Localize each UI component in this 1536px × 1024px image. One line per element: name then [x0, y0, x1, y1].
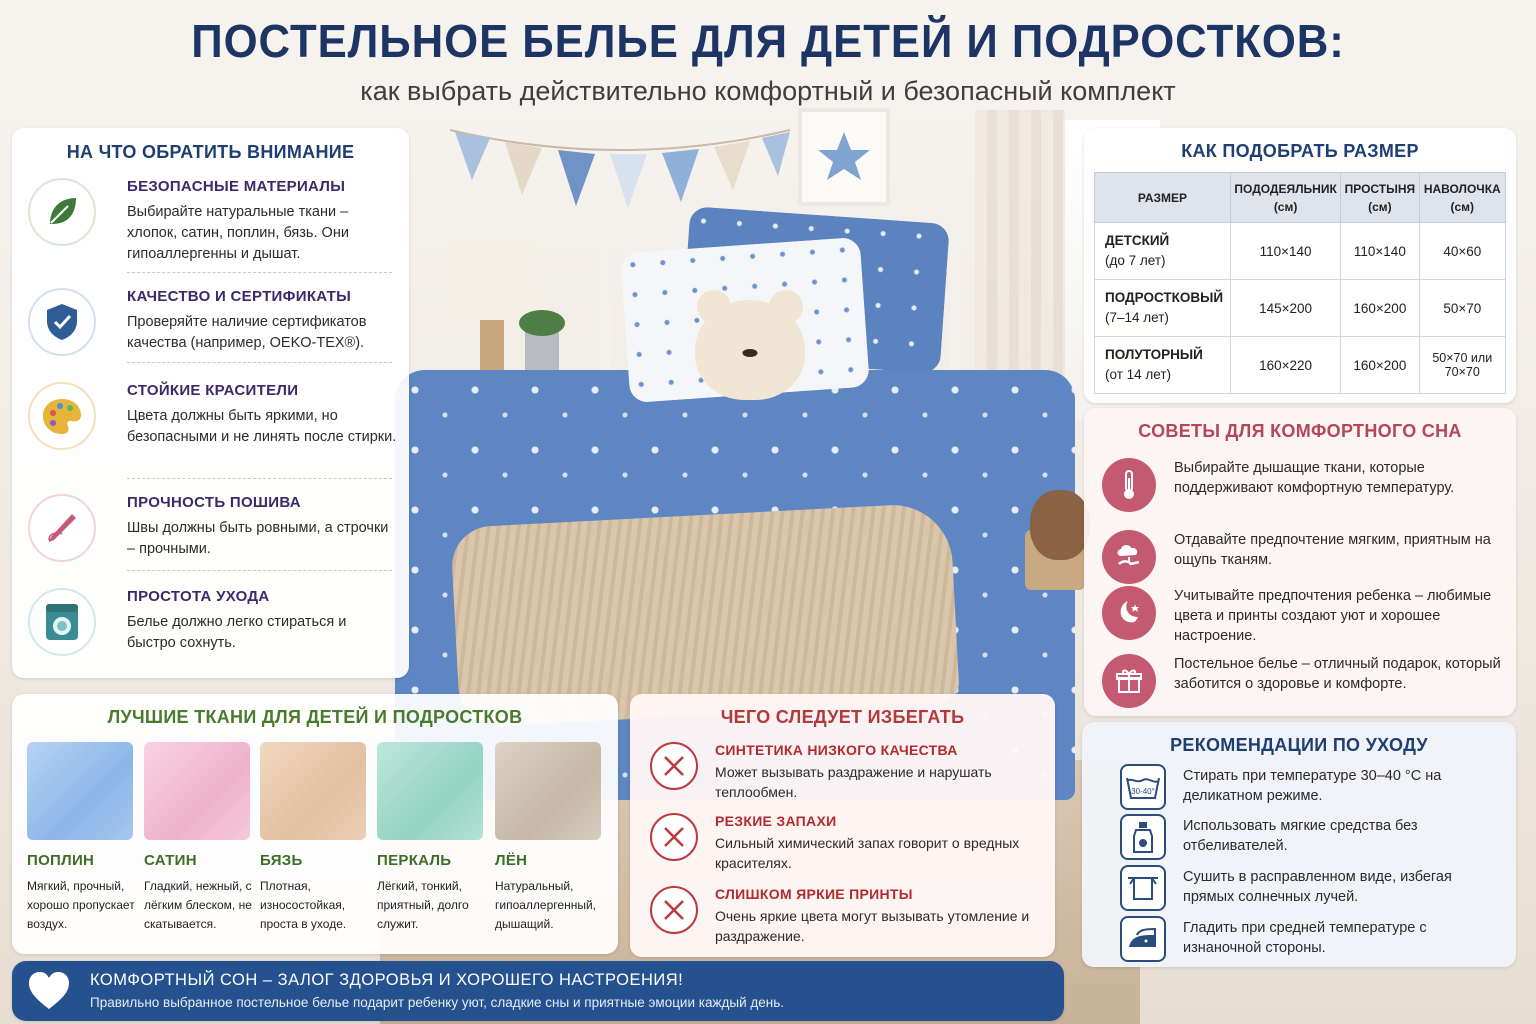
tip-text: Выбирайте дышащие ткани, которые поддерживают комфортную температуру.: [1174, 460, 1455, 496]
size-name: ПОДРОСТКОВЫЙ: [1105, 290, 1224, 305]
dry-flat-icon: [1120, 865, 1166, 911]
fabric-card: [144, 742, 260, 934]
heart-icon: [26, 969, 72, 1013]
needle-icon: [28, 494, 96, 562]
care-text: Использовать мягкие средства без отбеливателей.: [1183, 818, 1418, 854]
care-text: Стирать при температуре 30–40 °C на деликатном режиме.: [1183, 768, 1442, 804]
tip-text: Постельное белье – отличный подарок, который заботится о здоровье и комфорте.: [1174, 656, 1501, 692]
fabric-desc: Лёгкий, тонкий, приятный, долго служит.: [377, 879, 469, 931]
size-name: ДЕТСКИЙ: [1105, 233, 1170, 248]
page-subtitle: как выбрать действительно комфортный и безопасный комплект: [360, 76, 1176, 106]
poplin-swatch: [27, 742, 133, 840]
pillowcase-cell: 40×60: [1419, 223, 1505, 280]
care-text: Сушить в расправленном виде, избегая прямых солнечных лучей.: [1183, 869, 1452, 905]
table-row: [1095, 280, 1506, 337]
fabrics-title: ЛУЧШИЕ ТКАНИ ДЛЯ ДЕТЕЙ И ПОДРОСТКОВ: [107, 707, 523, 727]
fabric-name: БЯЗЬ: [260, 852, 303, 869]
avoid-panel: [630, 694, 1055, 957]
table-header-row: [1095, 173, 1506, 223]
avoid-heading: РЕЗКИЕ ЗАПАХИ: [715, 813, 837, 829]
gift-icon: [1102, 654, 1156, 708]
cloud-hand-icon: [1102, 530, 1156, 584]
tip-text: Учитывайте предпочтения ребенка – любимые цвета и принты создают уют и хорошее настроение.: [1174, 588, 1492, 644]
fabric-card: [495, 742, 611, 934]
size-name-cell: [1095, 280, 1231, 337]
size-name-cell: [1095, 337, 1231, 394]
wash-temp-icon: [1120, 764, 1166, 810]
fabric-name: САТИН: [144, 852, 197, 869]
column-header: РАЗМЕР: [1095, 173, 1231, 223]
table-row: [1095, 223, 1506, 280]
sheet-cell: 160×200: [1341, 280, 1419, 337]
divider: [127, 272, 392, 273]
avoid-heading: СЛИШКОМ ЯРКИЕ ПРИНТЫ: [715, 886, 913, 902]
fabric-card: [27, 742, 143, 934]
table-row: [1095, 337, 1506, 394]
size-age: (от 14 лет): [1105, 367, 1172, 382]
cross-circle-icon: [650, 742, 698, 790]
size-age: (до 7 лет): [1105, 253, 1166, 268]
avoid-title: ЧЕГО СЛЕДУЕТ ИЗБЕГАТЬ: [720, 707, 965, 727]
cross-circle-icon: [650, 813, 698, 861]
fabric-name: ПОПЛИН: [27, 852, 95, 869]
care-panel: [1082, 722, 1516, 967]
pillowcase-cell: 50×70: [1419, 280, 1505, 337]
size-title: КАК ПОДОБРАТЬ РАЗМЕР: [1181, 141, 1419, 161]
column-header: ПРОСТЫНЯ (см): [1341, 173, 1419, 223]
size-panel: [1084, 128, 1516, 403]
thermometer-icon: [1102, 458, 1156, 512]
fabric-name: ЛЁН: [495, 852, 528, 869]
duvet-cell: 160×220: [1231, 337, 1341, 394]
leaf-icon: [28, 178, 96, 246]
size-age: (7–14 лет): [1105, 310, 1169, 325]
care-text: Гладить при средней температуре с изнаночной стороны.: [1183, 920, 1427, 956]
attention-title: НА ЧТО ОБРАТИТЬ ВНИМАНИЕ: [66, 142, 355, 162]
attention-heading: ПРОСТОТА УХОДА: [127, 588, 270, 605]
sleep-title: СОВЕТЫ ДЛЯ КОМФОРТНОГО СНА: [1138, 421, 1462, 441]
divider: [127, 362, 392, 363]
linen-swatch: [495, 742, 601, 840]
sleep-tips-panel: [1084, 408, 1516, 716]
attention-text: Проверяйте наличие сертификатов качества (например, OEKO-TEX®).: [127, 314, 367, 351]
attention-heading: КАЧЕСТВО И СЕРТИФИКАТЫ: [127, 288, 352, 305]
fabric-card: [260, 742, 376, 934]
attention-text: Выбирайте натуральные ткани – хлопок, сатин, поплин, бязь. Они гипоаллергенны и дышат.: [127, 204, 349, 262]
star-icon: [802, 112, 886, 202]
duvet-cell: 145×200: [1231, 280, 1341, 337]
pillowcase-cell: 50×70 или 70×70: [1419, 337, 1505, 394]
attention-heading: СТОЙКИЕ КРАСИТЕЛИ: [127, 382, 299, 399]
attention-heading: ПРОЧНОСТЬ ПОШИВА: [127, 494, 301, 511]
attention-heading: БЕЗОПАСНЫЕ МАТЕРИАЛЫ: [127, 178, 346, 195]
detergent-bottle-icon: [1120, 814, 1166, 860]
avoid-text: Очень яркие цвета могут вызывать утомление и раздражение.: [715, 908, 1030, 944]
attention-text: Цвета должны быть яркими, но безопасными и не линять после стирки.: [127, 408, 397, 445]
avoid-text: Может вызывать раздражение и нарушать теплообмен.: [715, 764, 992, 800]
fabric-desc: Гладкий, нежный, с лёгким блеском, не скатывается.: [144, 879, 252, 931]
star-picture-frame: [798, 108, 890, 206]
percale-swatch: [377, 742, 483, 840]
washing-machine-icon: [28, 588, 96, 656]
footer-text: Правильно выбранное постельное белье подарит ребенку уют, сладкие сны и приятные эмоции каждый день.: [90, 995, 785, 1010]
fabric-desc: Мягкий, прочный, хорошо пропускает воздух.: [27, 879, 135, 931]
fabric-name: ПЕРКАЛЬ: [377, 852, 452, 869]
fabric-desc: Натуральный, гипоаллергенный, дышащий.: [495, 879, 596, 931]
calico-swatch: [260, 742, 366, 840]
iron-icon: [1120, 916, 1166, 962]
size-table: [1094, 172, 1506, 394]
divider: [127, 478, 392, 479]
footer-banner: [12, 961, 1064, 1021]
fabric-card: [377, 742, 493, 934]
teddy-bear: [1030, 490, 1090, 560]
care-title: РЕКОМЕНДАЦИИ ПО УХОДУ: [1170, 735, 1428, 755]
avoid-text: Сильный химический запах говорит о вредных красителях.: [715, 835, 1020, 871]
tip-text: Отдавайте предпочтение мягким, приятным на ощупь тканям.: [1174, 532, 1491, 568]
column-header: НАВОЛОЧКА (см): [1419, 173, 1505, 223]
sheet-cell: 110×140: [1341, 223, 1419, 280]
column-header: ПОДОДЕЯЛЬНИК (см): [1231, 173, 1341, 223]
table-lamp: [447, 240, 537, 320]
fabric-desc: Плотная, износостойкая, проста в уходе.: [260, 879, 347, 931]
size-name-cell: [1095, 223, 1231, 280]
page-title: ПОСТЕЛЬНОЕ БЕЛЬЕ ДЛЯ ДЕТЕЙ И ПОДРОСТКОВ:: [191, 15, 1345, 67]
attention-text: Белье должно легко стираться и быстро сохнуть.: [127, 614, 347, 651]
wash-temp-label: 30-40°: [1131, 787, 1155, 796]
avoid-heading: СИНТЕТИКА НИЗКОГО КАЧЕСТВА: [715, 742, 958, 758]
divider: [127, 570, 392, 571]
duvet-cell: 110×140: [1231, 223, 1341, 280]
satin-swatch: [144, 742, 250, 840]
attention-text: Швы должны быть ровными, а строчки – прочными.: [127, 520, 389, 557]
palette-icon: [28, 382, 96, 450]
bear-cushion: [695, 300, 805, 400]
footer-title: КОМФОРТНЫЙ СОН – ЗАЛОГ ЗДОРОВЬЯ И ХОРОШЕГО НАСТРОЕНИЯ!: [90, 971, 684, 989]
attention-panel: [12, 128, 409, 678]
shield-check-icon: [28, 288, 96, 356]
cross-circle-icon: [650, 886, 698, 934]
fabrics-panel: [12, 694, 618, 954]
size-name: ПОЛУТОРНЫЙ: [1105, 347, 1203, 362]
moon-star-icon: [1102, 586, 1156, 640]
sheet-cell: 160×200: [1341, 337, 1419, 394]
